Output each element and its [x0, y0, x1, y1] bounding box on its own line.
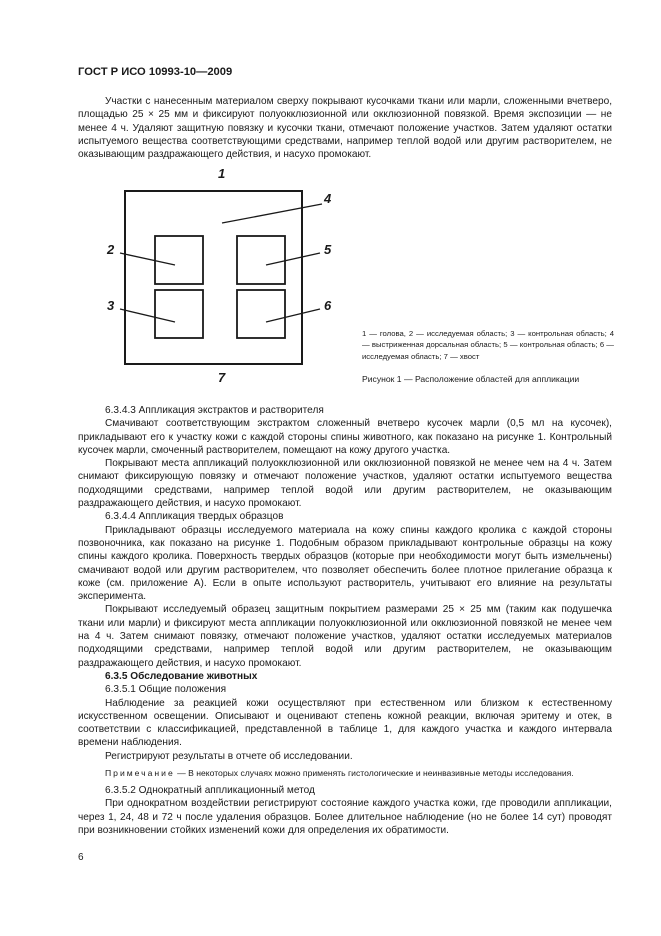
- leader-5: [266, 253, 320, 265]
- section-6-3-5-2-paragraph-1: При однократном воздействии регистрируют состояние каждого участка кожи, где проводили аппликации, через 1, 24, 48 и 72 ч после удаления образцов. Более длительное наблюдение (но не более 14 сут) проводят при возникновении стойких изменений кожи для определения их обратимости.: [78, 798, 612, 836]
- section-6-3-4-4-paragraph-1: Прикладывают образцы исследуемого материала на кожу спины каждого кролика с каждой стороны позвоночника, как показано на рисунке 1. Подобным образом прикладывают контрольные образцы на кожу спины каждого кролика. Поверхность твердых образцов (которые при необходимости могут быть измельчены) смачивают водой или другим растворителем, что позволяет обеспечить более плотное прилегание образца к коже (см. приложение А). Если в опыте используют растворитель, учитывают его влияние на результаты эксперимента.: [78, 524, 612, 603]
- figure-label-3: 3: [107, 298, 115, 313]
- section-6-3-4-3-heading: 6.3.4.3 Аппликация экстрактов и растворителя: [105, 405, 324, 416]
- leader-6: [266, 309, 320, 322]
- page-number: 6: [78, 852, 84, 863]
- site-5-box: [237, 236, 285, 284]
- figure-label-7: 7: [218, 370, 226, 385]
- site-3-box: [155, 290, 203, 338]
- section-6-3-5-2-heading: 6.3.5.2 Однократный аппликационный метод: [105, 785, 315, 797]
- section-6-3-4-3-paragraph-2: Покрывают места аппликаций полуокклюзионной или окклюзионной повязкой не менее чем на 4 ч. Затем снимают фиксирующую повязку и отмечают положение участков, удаляют остатки испытуемого вещества подходящими средствами, например теплой водой или другим растворителем, не оказывающим раздражающего действия, и насухо промокают.: [78, 458, 612, 510]
- site-2-box: [155, 236, 203, 284]
- leader-2: [120, 253, 175, 265]
- figure-label-1: 1: [218, 166, 226, 181]
- figure-label-5: 5: [324, 242, 332, 257]
- section-6-3-4-4-paragraph-2: Покрывают исследуемый образец защитным покрытием размерами 25 × 25 мм (таким как подушечка ткани или марли) и фиксируют места аппликации полуокклюзионной или окклюзионной повязкой не менее чем на 4 ч. Затем снимают повязку, отмечают положение участков, удаляют остатки исследуемых материалов подходящими средствами, например теплой водой или другим растворителем, не оказывающим раздражающего действия, и насухо промокают.: [78, 604, 612, 669]
- body-sections: [78, 404, 612, 837]
- note: [78, 767, 612, 779]
- section-6-3-5-1-heading: 6.3.5.1 Общие положения: [105, 684, 227, 696]
- note-text: — В некоторых случаях можно применять гистологические и неинвазивные методы исследования.: [174, 768, 574, 779]
- figure-caption: Рисунок 1 — Расположение областей для аппликации: [362, 374, 580, 384]
- figure-label-2: 2: [107, 242, 115, 257]
- section-6-3-4-3-paragraph-1: Смачивают соответствующим экстрактом сложенный вчетверо кусочек марли (0,5 мл на кусочек), прикладывают его к участку кожи с каждой стороны спины животного, как показано на рисунке 1. Контрольный кусочек марли, смоченный растворителем, помещают на кожу другого участка.: [78, 418, 612, 456]
- leader-3: [120, 309, 175, 322]
- section-6-3-4-4-heading: 6.3.4.4 Аппликация твердых образцов: [105, 511, 284, 523]
- leader-4: [222, 204, 322, 223]
- figure-legend: 1 — голова, 2 — исследуемая область; 3 — контрольная область; 4 — выстриженная дорсальная область; 5 — контрольная область; 6 — исследуемая область; 7 — хвост: [362, 329, 614, 361]
- intro-paragraph: Участки с нанесенным материалом сверху покрывают кусочками ткани или марли, сложенными вчетверо, площадью 25 × 25 мм и фиксируют полуокклюзионной или окклюзионной повязкой. Время экспозиции — не менее 4 ч. Удаляют защитную повязку и кусочки ткани, отмечают положение участков. Затем удаляют остатки испытуемого вещества соответствующими средствами, например теплой водой или другим растворителем, не оказывающим раздражающего действия, и насухо промокают.: [78, 96, 612, 161]
- section-6-3-5-heading: 6.3.5 Обследование животных: [105, 670, 258, 682]
- section-6-3-5-1-paragraph-1: Наблюдение за реакцией кожи осуществляют при естественном или близком к естественному искусственном освещении. Описывают и оценивают степень кожной реакции, включая эритему и отек, в соответствии с классификацией, представленной в таблице 1, для каждого участка и каждого интервала времени наблюдения.: [78, 697, 612, 749]
- document-header: ГОСТ Р ИСО 10993-10—2009: [78, 66, 233, 78]
- figure-label-6: 6: [324, 298, 332, 313]
- section-6-3-5-1-paragraph-2: Регистрируют результаты в отчете об исследовании.: [105, 750, 353, 762]
- site-6-box: [237, 290, 285, 338]
- note-label: Примечание: [105, 768, 175, 779]
- figure-label-4: 4: [324, 191, 332, 206]
